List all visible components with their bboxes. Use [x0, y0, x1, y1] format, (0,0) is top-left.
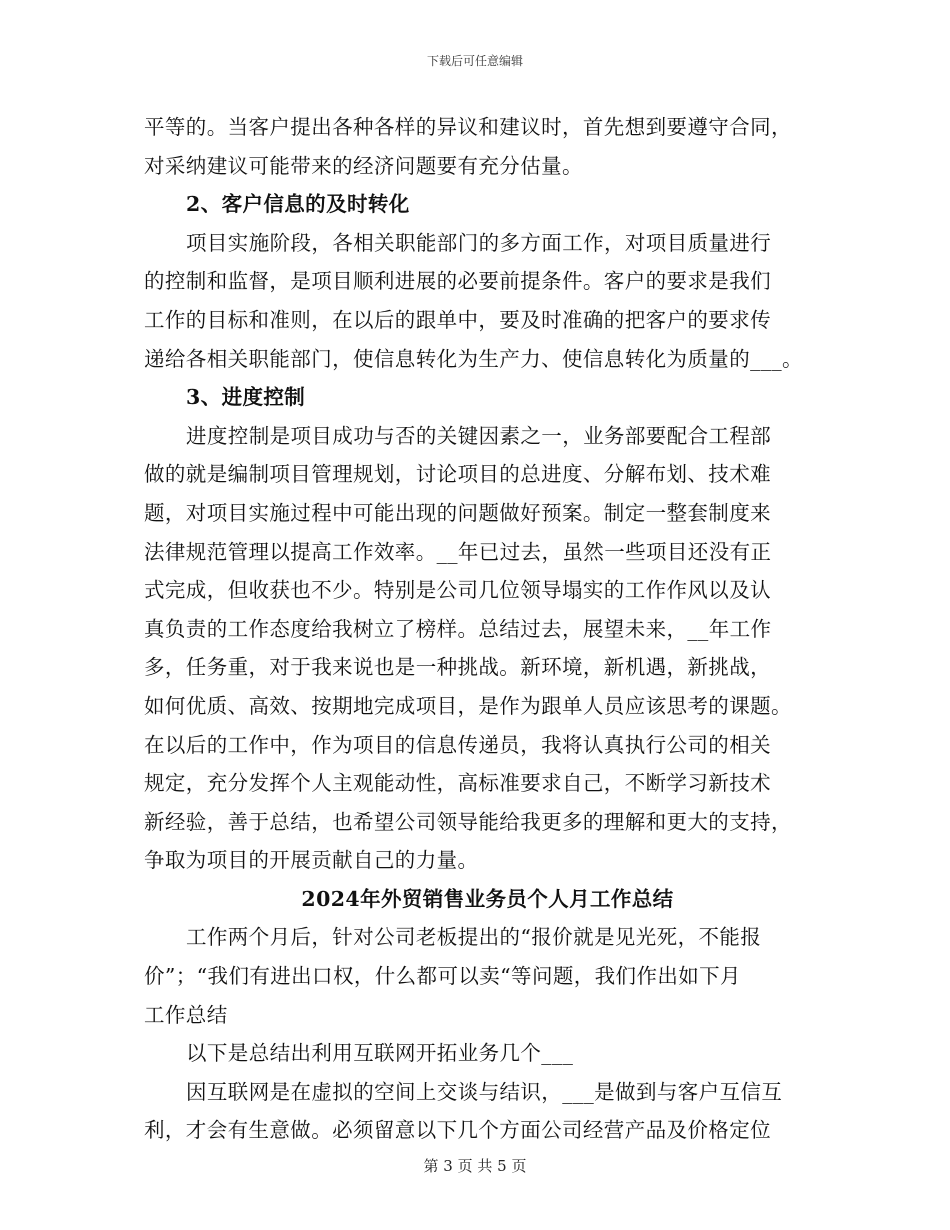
paragraph-start: 以下是总结出利用互联网开拓业务几个___ — [186, 1041, 574, 1066]
text-line: 真负责的工作态度给我树立了榜样。总结过去，展望未来，__年工作 — [144, 616, 772, 641]
text-line: 多，任务重，对于我来说也是一种挑战。新环境，新机遇，新挑战， — [144, 655, 771, 680]
text-line: 式完成，但收获也不少。特别是公司几位领导塌实的工作作风以及认 — [144, 578, 771, 603]
text-line: 做的就是编制项目管理规划，讨论项目的总进度、分解布划、技术难 — [144, 462, 771, 487]
text-line: 平等的。当客户提出各种各样的异议和建议时，首先想到要遵守合同， — [144, 115, 792, 139]
text-line: 对采纳建议可能带来的经济问题要有充分估量。 — [144, 153, 583, 178]
text-line: 法律规范管理以提高工作效率。__年已过去，虽然一些项目还没有正 — [144, 539, 772, 564]
section-heading: 2、客户信息的及时转化 — [186, 192, 410, 217]
document-title: 2024年外贸销售业务员个人月工作总结 — [301, 886, 674, 911]
text-line: 价”；“我们有进出口权，什么都可以卖“等问题，我们作出如下月 — [144, 964, 741, 989]
paragraph-start: 因互联网是在虚拟的空间上交谈与结识，___是做到与客户互信互 — [186, 1079, 783, 1104]
text-line: 题，对项目实施过程中可能出现的问题做好预案。制定一整套制度来 — [144, 500, 771, 525]
text-line: 如何优质、高效、按期地完成项目，是作为跟单人员应该思考的课题。 — [144, 693, 792, 718]
text-line: 工作总结 — [144, 1002, 228, 1027]
text-line: 递给各相关职能部门，使信息转化为生产力、使信息转化为质量的___。 — [144, 346, 803, 371]
text-line: 工作的目标和准则，在以后的跟单中，要及时准确的把客户的要求传 — [144, 307, 771, 332]
paragraph-start: 工作两个月后，针对公司老板提出的“报价就是见光死，不能报 — [186, 925, 762, 950]
paragraph-start: 进度控制是项目成功与否的关键因素之一，业务部要配合工程部 — [186, 423, 772, 448]
text-line: 新经验，善于总结，也希望公司领导能给我更多的理解和更大的支持， — [144, 809, 792, 834]
text-line: 规定，充分发挥个人主观能动性，高标准要求自己，不断学习新技术 — [144, 771, 771, 796]
document-body — [144, 108, 809, 1150]
text-line: 的控制和监督，是项目顺利进展的必要前提条件。客户的要求是我们 — [144, 269, 771, 294]
paragraph-start: 项目实施阶段，各相关职能部门的多方面工作，对项目质量进行 — [186, 230, 772, 255]
text-line: 利，才会有生意做。必须留意以下几个方面公司经营产品及价格定位 — [144, 1118, 771, 1143]
text-line: 争取为项目的开展贡献自己的力量。 — [144, 848, 479, 873]
page-footer: 第 3 页 共 5 页 — [423, 1157, 527, 1175]
page-header: 下载后可任意编辑 — [426, 54, 523, 68]
text-line: 在以后的工作中，作为项目的信息传递员，我将认真执行公司的相关 — [144, 732, 771, 757]
section-heading: 3、进度控制 — [186, 385, 306, 410]
